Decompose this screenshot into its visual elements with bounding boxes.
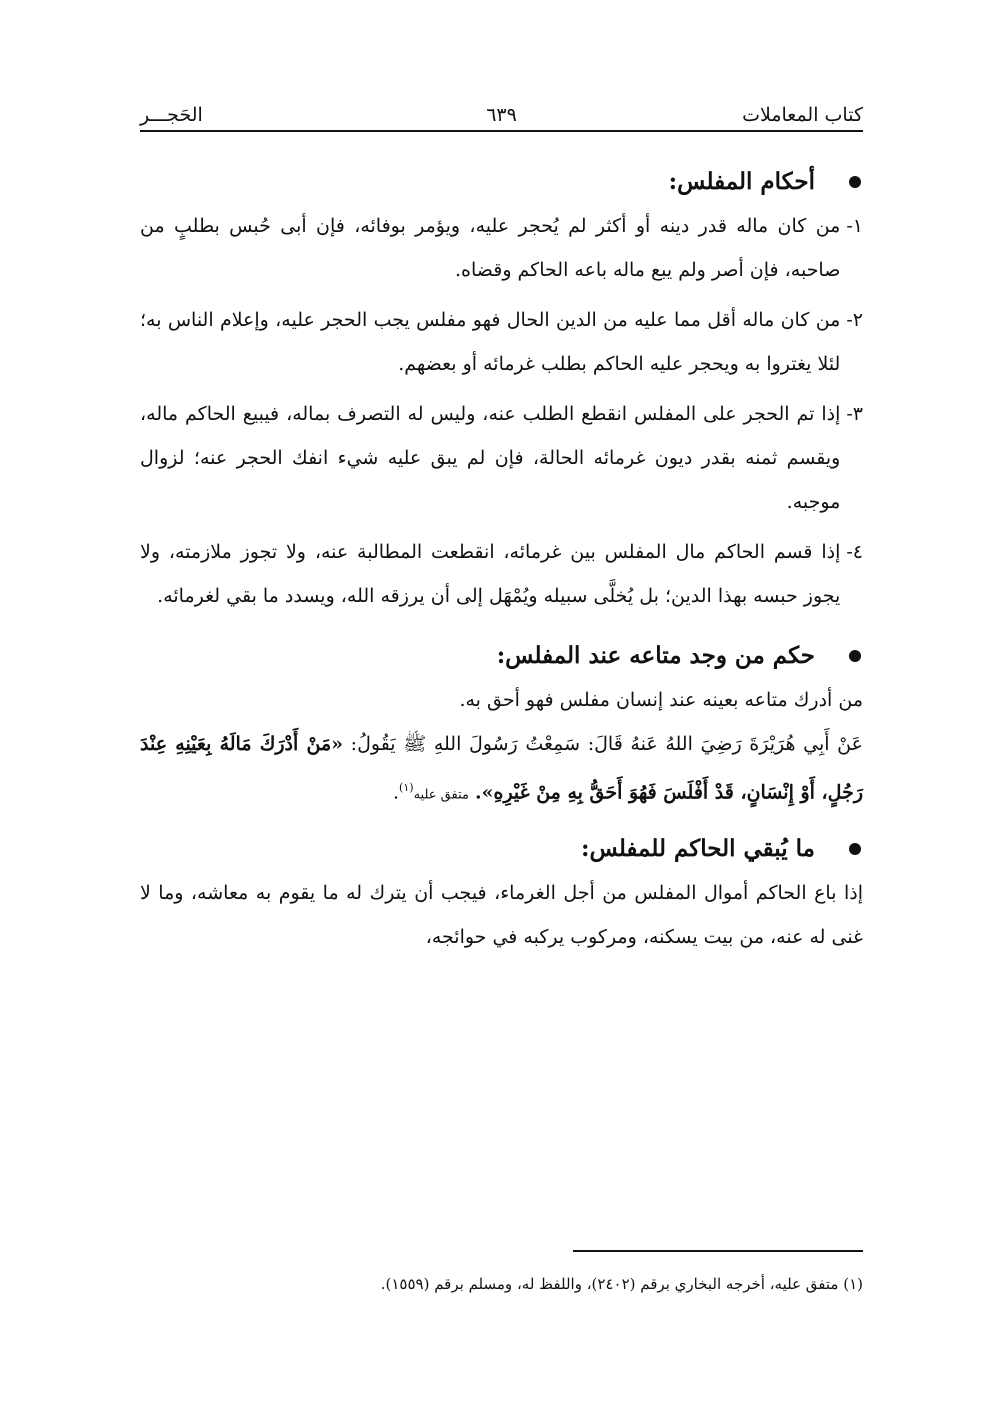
hadith-quote: «مَنْ أَدْرَكَ مَالَهُ بِعَيْنِهِ عِنْدَ رَجُلٍ، أَوْ إِنْسَانٍ، قَدْ أَفْلَسَ فَهُوَ أَحَقُّ بِهِ مِنْ غَيْرِهِ». bbox=[140, 733, 863, 804]
section-heading-found-goods: حكم من وجد متاعه عند المفلس: bbox=[140, 634, 863, 678]
section-heading-what-remains: ما يُبقي الحاكم للمفلس: bbox=[140, 827, 863, 871]
item-number: ٤- bbox=[846, 541, 863, 563]
hadith-end: . bbox=[393, 781, 400, 804]
list-item bbox=[140, 204, 863, 292]
item-text: من كان ماله قدر دينه أو أكثر لم يُحجر عليه، ويؤمر بوفائه، فإن أبى حُبس بطلبٍ من صاحبه، فإن أصر ولم يبع ماله باعه الحاكم وقضاه. bbox=[140, 215, 841, 281]
running-header bbox=[140, 100, 863, 132]
book-title: كتاب المعاملات bbox=[742, 104, 863, 126]
bullet-icon bbox=[849, 176, 861, 188]
item-number: ٣- bbox=[846, 403, 863, 425]
hadith-intro: عَنْ أَبِي هُرَيْرَةَ رَضِيَ اللهُ عَنهُ قَالَ: سَمِعْتُ رَسُولَ اللهِ ﷺ يَقُولُ: bbox=[350, 733, 863, 755]
item-number: ١- bbox=[846, 215, 863, 237]
page-body bbox=[140, 160, 863, 959]
page-number: ٦٣٩ bbox=[486, 104, 517, 126]
section-heading-bankrupt-rulings: أحكام المفلس: bbox=[140, 160, 863, 204]
item-text: إذا تم الحجر على المفلس انقطع الطلب عنه، وليس له التصرف بماله، فيبيع الحاكم ماله، ويقسم ثمنه بقدر ديون غرمائه الحالة، فإن لم يبق عليه شيء انفك الحجر عنه؛ لزوال موجبه. bbox=[140, 403, 841, 513]
footnote-marker[interactable]: (١) bbox=[399, 781, 414, 794]
list-item bbox=[140, 530, 863, 618]
bullet-icon bbox=[849, 650, 861, 662]
footnote: (١) متفق عليه، أخرجه البخاري برقم (٢٤٠٢)، واللفظ له، ومسلم برقم (١٥٥٩). bbox=[380, 1275, 863, 1293]
list-item bbox=[140, 298, 863, 386]
item-text: من كان ماله أقل مما عليه من الدين الحال فهو مفلس يجب الحجر عليه، وإعلام الناس به؛ لئلا يغتروا به ويحجر عليه الحاكم بطلب غرمائه أو بعضهم. bbox=[140, 309, 841, 375]
list-item bbox=[140, 392, 863, 524]
item-number: ٢- bbox=[846, 309, 863, 331]
footnote-divider bbox=[573, 1250, 863, 1252]
chapter-title: الحَجـــر bbox=[140, 104, 203, 126]
section-text: إذا باع الحاكم أموال المفلس من أجل الغرماء، فيجب أن يترك له ما يقوم به معاشه، وما لا غنى له عنه، من بيت يسكنه، ومركوب يركبه في حوائجه، bbox=[140, 882, 863, 949]
hadith-text bbox=[140, 722, 863, 817]
section-text: من أدرك متاعه بعينه عند إنسان مفلس فهو أحق به. bbox=[459, 689, 863, 711]
item-text: إذا قسم الحاكم مال المفلس بين غرمائه، انقطعت المطالبة عنه، ولا تجوز ملازمته، ولا يجوز حبسه بهذا الدين؛ بل يُخلَّى سبيله ويُمْهَل إلى أن يرزقه الله، ويسدد ما بقي لغرمائه. bbox=[140, 541, 841, 607]
hadith-grading: متفق عليه bbox=[413, 787, 469, 803]
bullet-icon bbox=[849, 843, 861, 855]
